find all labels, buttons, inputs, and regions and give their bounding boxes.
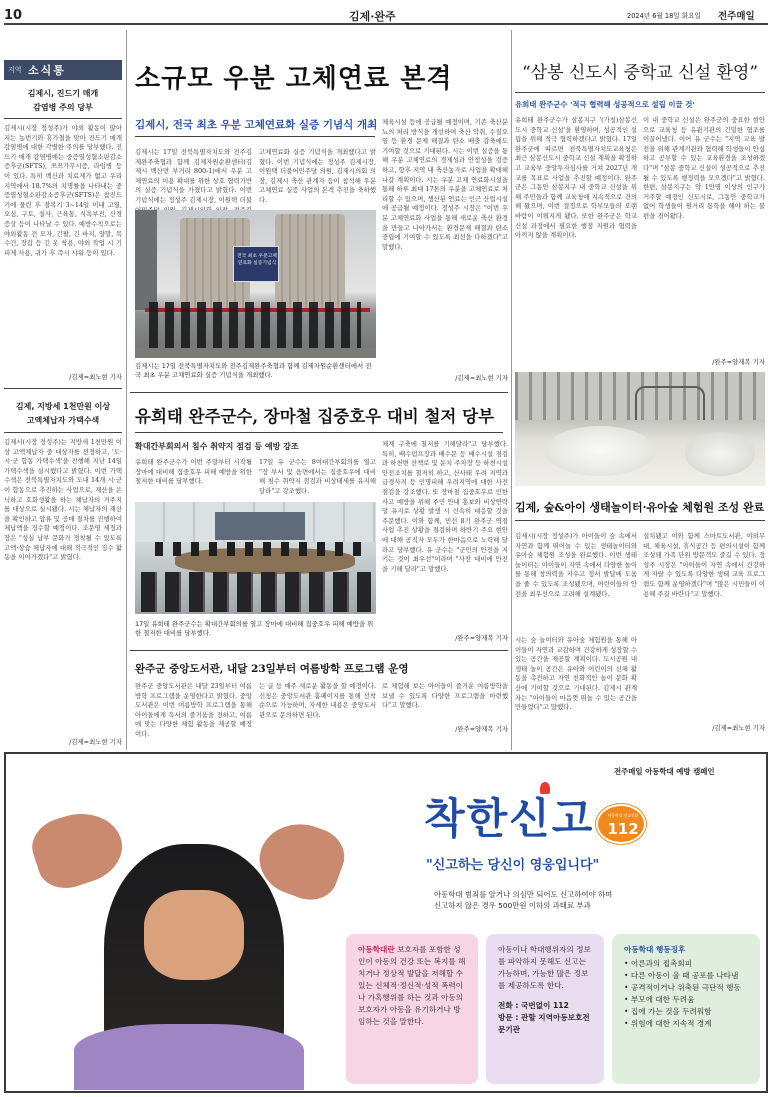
middle-headline: 유희태 완주군수, 장마철 집중호우 대비 철저 당부 — [135, 407, 494, 426]
library-col1: 완주군 중앙도서관은 내달 23일부터 여름방학 프로그램을 운영한다고 밝혔다. 중앙도서관은 이번 여름방학 프로그램을 통해 아이들에게 독서의 즐거움을 전하고, 여름에 맞는 다양한 체험 활동을 제공할 예정이다. — [135, 682, 252, 738]
ad-box-definition — [346, 934, 478, 1084]
forest-credit: /김제=최노현 기자 — [712, 724, 765, 732]
sidebar-label: 소식통 — [28, 64, 66, 77]
box3-item: • 부모에 대한 두려움 — [624, 994, 748, 1006]
lead-col2: 고체연료화 실증 기념식을 개최했다고 밝혔다. 이번 기념식에는 정성주 김제시장, 이원택 더불어민주당 의원, 김제시의회 의장, 김제시 축산 관계자 등이 참석해 우분 고체연료 실증 사업의 본격 추진을 축하했다. — [259, 148, 376, 204]
ad-desc: 아동학대 범죄를 알거나 의심만 되어도 신고하여야 하며 신고하지 않은 경우 500만원 이하의 과태료 부과 — [434, 890, 613, 910]
forest-col2: 시는 숲 놀이터와 유아숲 체험원을 통해 아이들이 자연과 교감하며 건강하게 성장할 수 있는 공간을 제공할 계획이다. 도시공원 내 생태 놀이 공간은 유아와 어린이의 신체 활동을 촉진하고 자연 친화적인 놀이 문화 확산에 기여할 것으로 기대된다. 김제시 관계자는 "아이들이 마음껏 뛰놀 수 있는 공간을 만들었다"고 말했다. — [515, 636, 637, 712]
samb-col1: 유희태 완주군수가 삼봉지구 '(가칭)삼봉신도시 중학교 신설'을 환영하며, 성공적인 설립을 위해 적극 협력하겠다고 밝혔다. 17일 완주군에 따르면 전북특별자치도교육청은 최근 삼봉신도시 중학교 신설 계획을 확정하고 교육부 중앙투자심사를 거쳐 2027년 개교를 목표로 사업을 추진할 예정이다. 완주군은 그동안 삼봉지구 내 중학교 신설을 위해 주민들과 함께 교육청에 지속적으로 건의해 왔으며, 이번 결정으로 학부모들의 오랜 바람이 이뤄지게 됐다. 또한 완주군은 학교 신설 과정에서 필요한 행정 지원과 협력을 아끼지 않을 계획이다. — [515, 116, 637, 240]
sidebar-item1-credit: /김제=최노현 기자 — [69, 373, 122, 381]
middle-photo — [135, 502, 376, 614]
middle-col1: 유희태 완주군수가 이번 주말부터 시작될 장마에 대비해 집중호우 피해 예방을 위한 철저한 대비를 당부했다. — [135, 458, 252, 486]
box3-item: • 위험에 대한 지속적 경계 — [624, 1018, 748, 1030]
play-ground — [545, 426, 655, 476]
lead-photo-caption: 김제시는 17일 전북특별자치도와 전주김제완주축협과 함께 김제자원순환센터에서 전국 최초 우분 고체연료화 실증 기념식을 개최했다. — [135, 362, 372, 379]
forest-headline: 김제, 숲&아이 생태놀이터·유아숲 체험원 조성 완료 — [515, 501, 765, 514]
box1-title: 아동학대란 — [358, 945, 395, 954]
box1-body: 보호자를 포함한 성인이 아동의 건강 또는 복지를 해치거나 정상적 발달을 저해할 수 있는 신체적·정신적·성적 폭력이나 가혹행위를 하는 것과 아동의 보호자가 아동을 유기하거나 방임하는 것을 말한다. — [358, 945, 466, 1026]
library-headline: 완주군 중앙도서관, 내달 23일부터 여름방학 프로그램 운영 — [135, 663, 409, 675]
silo-right — [275, 214, 345, 310]
lead-credit: /김제=최노현 기자 — [420, 374, 508, 383]
siren-icon — [540, 782, 550, 794]
sidebar-item2-credit: /김제=최노현 기자 — [69, 738, 122, 746]
sidebar-item1-title: 김제시, 진드기 매개 감염병 주의 당부 — [27, 89, 99, 112]
box2-phone: 전화 : 국번없이 112 — [498, 1001, 569, 1010]
sidebar-item2-body: 김제시(시장 정성주)는 지방세 1천만원 이상 고액체납자 중 대상자를 선정하고, '도·시·군 합동 가택수색'을 진행해 지난 14일 가택수색을 실시했다고 밝혔다. 이번 가택수색은 전북특별자치도와 도내 14개 시·군이 합동으로 추진하는 사업으로, 재산을 은닉하고 호화생활을 하는 체납자의 거주지를 대상으로 실시됐다. 시는 체납자의 재산을 확인하고 압류 및 공매 절차를 진행하여 체납액을 징수할 예정이다. 조문영 세정과장은 "성실 납부 문화가 정착될 수 있도록 고액·상습 체납자에 대해 적극적인 징수 활동을 이어가겠다"고 밝혔다. — [4, 438, 122, 562]
box3-item: • 다른 아동이 울 때 공포를 나타냄 — [624, 970, 748, 982]
box3-list — [624, 958, 748, 1030]
banner-text: 전국 최초 우분고체연료화 실증기념식 — [236, 254, 278, 266]
box3-item: • 공격적이거나 위축된 극단적 행동 — [624, 982, 748, 994]
ad-box-how — [486, 934, 604, 1084]
library-credit: /완주=양재복 기자 — [455, 725, 508, 733]
ceremony-banner — [233, 246, 279, 282]
forest-photo — [515, 372, 765, 486]
box3-title: 아동학대 행동징후 — [624, 945, 686, 954]
badge-112 — [596, 804, 646, 844]
sidebar-item2-title: 김제, 지방세 1천만원 이상 고액체납자 가택수색 — [15, 402, 111, 425]
tank-left — [135, 210, 157, 310]
box3-item: • 어른과의 접촉회피 — [624, 958, 748, 970]
ground — [135, 348, 376, 358]
forest-col1: 김제시(시장 정성주)가 아이들이 숲 속에서 자연과 함께 뛰어놀 수 있는 생태놀이터와 유아숲 체험원 조성을 완료했다. 이번 생태놀이터는 아이들이 자연 속에서 다양한 놀이를 통해 창의력을 키우고 정서 발달에 도움을 줄 수 있도록 조성됐으며, 어린이들의 안전을 최우선으로 고려해 설계됐다. — [515, 532, 637, 598]
paper-name: 전주매일 — [718, 11, 755, 22]
play-structure — [635, 386, 705, 420]
ad-box-signs — [612, 934, 760, 1084]
middle-subhead: 확대간부회의서 침수 취약지 점검 등 예방 강조 — [135, 442, 299, 451]
middle-col3: 체계 구축에 철저를 기해달라"고 당부했다. 특히, 배수펌프장과 배수문 등 배수시설 점검과 하천변 산책로 및 둔치 주차장 등 하천시설 안전조치를 철저히 하고, 산사태 우려 지역과 급경사지 등 인명피해 우려지역에 대한 사전 점검을 강조했다. 또 장마철 집중호우로 인한 사고 예방을 위해 주민 안내 홍보와 비상연락망 유지로 상황 발생 시 신속히 대응할 것을 주문했다. 이와 함께, 민선 8기 완주군 역점 사업 추진 상황을 점검하며 하반기 주요 현안에 대해 공직자 모두가 한마음으로 노력해 달라고 당부했다. 유 군수는 "군민의 안전을 지키는 것이 최우선"이라며 "사전 대비에 만전을 기해 달라"고 말했다. — [382, 440, 508, 573]
attendees-front — [141, 572, 371, 612]
child-hands — [144, 890, 244, 980]
issue-date: 2024년 6월 18일 화요일 — [627, 12, 701, 20]
ad-slogan: "신고하는 당신이 영웅입니다" — [426, 858, 600, 873]
library-col3: 로 체험해 보는 아이들이 즐거운 여름방학을 보낼 수 있도록 다양한 프로그램을 마련했다"고 말했다. — [382, 682, 508, 710]
header-rule — [4, 23, 768, 25]
page-number: 10 — [4, 8, 23, 23]
samb-credit: /완주=양재복 기자 — [712, 358, 765, 366]
ad-illustration — [34, 794, 334, 1090]
section-title: 김제·완주 — [349, 10, 396, 23]
attendees-back — [155, 542, 365, 556]
samb-col2: 이 내 중학교 신설은 완주군의 중요한 현안으로 교육청 등 유관기관의 긴밀한 협조를 이끌어냈다. 이어 유 군수는 "지역 교육 발전을 위해 관계기관과 협력해 학생들이 안심하고 공부할 수 있는 교육환경을 조성하겠다"며 "삼봉 중학교 신설이 성공적으로 추진될 수 있도록 행정력을 모으겠다"고 밝혔다. 한편, 삼봉지구는 약 1만명 이상의 인구가 거주할 예정인 신도시로, 그동안 중학교가 없어 학생들이 원거리 통학을 해야 하는 불편을 겪어왔다. — [643, 116, 765, 220]
box2-body: 아동이나 학대행위자의 정보를 파악하지 못해도 신고는 가능하며, 가능한 많은 정보를 제공하도록 한다. — [498, 945, 591, 990]
forest-col3: 설치됐고 이와 함께 스마트도서관, 야외무대, 체육시설, 휴식공간 등 편의시설이 함께 조성돼 가족 단위 방문객도 즐길 수 있다. 정성주 시장은 "아이들이 자연 속에서 건강하게 자랄 수 있도록 다양한 생태 교육 프로그램도 함께 운영하겠다"며 "많은 시민들이 이용해 주길 바란다"고 말했다. — [643, 532, 765, 598]
samb-headline: “삼봉 신도시 중학교 신설 환영” — [521, 63, 759, 83]
lead-photo — [135, 210, 376, 358]
lead-headline: 소규모 우분 고체연료 본격 — [135, 64, 453, 94]
box2-visit: 방문 : 관할 지역아동보호전문기관 — [498, 1013, 590, 1034]
officials-row — [149, 302, 361, 348]
middle-credit: /완주=양재복 기자 — [455, 634, 508, 642]
ad-campaign-label: 전주매일 아동학대 예방 캠페인 — [614, 767, 715, 776]
library-col2: 는 글 등 매주 새로운 활동을 할 예정이다. 신청은 중앙도서관 홈페이지를 통해 선착순으로 가능하며, 자세한 내용은 중앙도서관으로 문의하면 된다. — [259, 682, 376, 719]
lead-subhead: 김제시, 전국 최초 우분 고체연료화 실증 기념식 개최 — [135, 119, 378, 131]
middle-col2: 17일 유 군수는 8여대간부회의를 열고 "장 부서 및 읍면에서는 집중호우에 대비해 침수 취약지 점검과 비상태세를 유지해 달라"고 강조했다. — [259, 458, 376, 495]
sidebar-item1-body: 김제시(시장 정성주)가 야외 활동이 많아지는 농번기와 휴가철을 맞아 진드기 매개 감염병에 대한 각별한 주의를 당부했다. 진드기 매개 감염병에는 중증열성혈소판감소증후군(SFTS), 쯔쯔가무시증, 라임병 등이 있다. 특히 백신과 치료제가 없고 우리 지역에서 18.7%의 치명률을 나타내는 중증열성혈소판감소증후군(SFTS)은 참진드기에 물린 후 잠복기 3~14일 이내 고열, 오심, 구토, 설사, 근육통, 식욕부진, 신경 증상 등이 나타날 수 있다. 예방수칙으로는 야외활동 전 모자, 긴팔, 긴 바지, 양말, 목수건, 장갑 등 긴 옷 착용, 야외 작업 시 기피제 사용, 귀가 후 즉시 샤워 등이 있다. — [4, 124, 122, 257]
badge-top-text: 아동학대 신고전화 — [607, 813, 639, 818]
sidebar-label-prefix: 지역 — [8, 66, 22, 74]
play-hill — [685, 432, 755, 476]
box3-item: • 집에 가는 것을 두려워함 — [624, 1006, 748, 1018]
ad-title: 착한신고 — [424, 794, 595, 843]
lead-col1: 김제시는 17일 전북특별자치도와 전주김제완주축협과 함께 김제자원순환센터(김제시 백산면 부거리 800-1)에서 우분 고체연료의 이용 확대를 위한 상호 협력기반의 실증 기념식을 가졌다고 밝혔다. 이번 기념식에는 정성주 김제시장, 이원택 더불 — [135, 148, 252, 204]
grabbing-hand-left — [25, 802, 130, 896]
ad-campaign — [4, 752, 768, 1093]
samb-subhead: 유희태 완주군수 '적극 협력해 성공적으로 설립 이끌 것' — [515, 100, 695, 109]
lead-col3: 체육시설 등에 공급될 예정이며, 기존 축산분뇨의 처리 방식을 개선하여 축산 악취, 수질오염 등 환경 문제 해결과 탄소 배출 감축에도 기여할 것으로 기대된다. 시는 이번 실증을 통해 우분 고체연료의 경제성과 안정성을 검증하고, 향후 지역 내 축산농가로 사업을 확대해 나갈 계획이다. 시는 우분 고체 연료화시설을 통해 하루 최대 17톤의 우분을 고체연료로 처리할 수 있으며, 생산된 연료는 인근 산업시설에 공급될 예정이다. 정성주 시장은 "이번 우분 고체연료화 사업을 통해 새로운 축산 환경을 만들고 나아가서는 환경문제 해결과 탄소중립에 기여할 수 있도록 최선을 다하겠다"고 말했다. — [382, 118, 508, 251]
sidebar-label-bar — [4, 60, 122, 80]
child-shirt — [74, 1024, 304, 1090]
meeting-screen — [215, 512, 305, 540]
middle-photo-caption: 17일 유희태 완주군수는 확대간부회의를 열고 장마에 대비해 집중호우 피해 예방을 위한 철저한 대비를 당부했다. — [135, 620, 374, 637]
badge-number: 112 — [607, 820, 639, 838]
